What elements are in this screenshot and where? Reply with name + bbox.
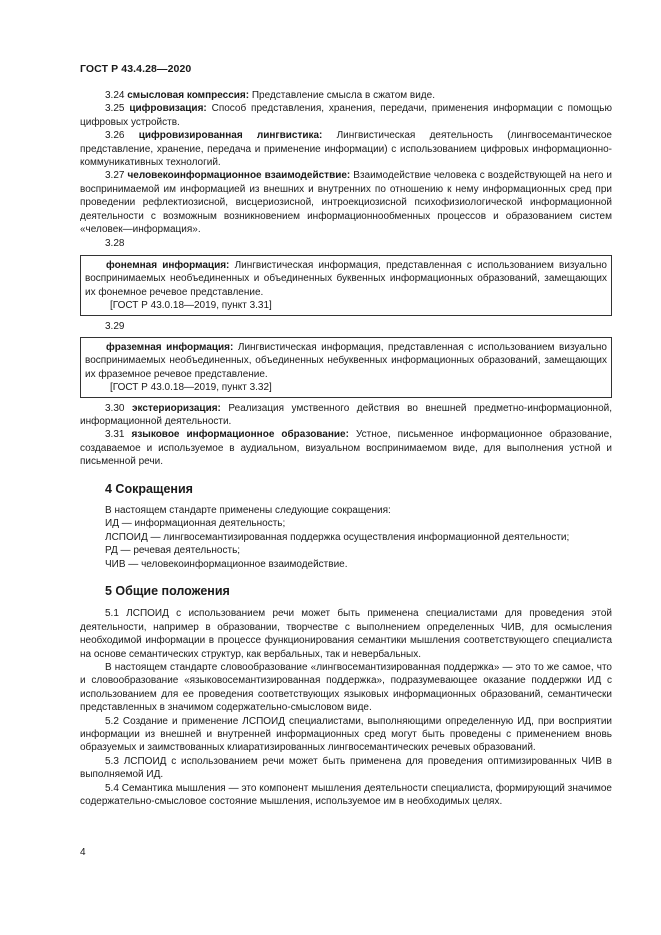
document-body: [80, 89, 612, 809]
clause-number: 3.24: [105, 90, 125, 101]
term: цифровизированная лингвистика:: [138, 130, 323, 142]
clause-5-4: 5.4 Семантика мышления — это компонент мышления деятельности специалиста, формирующий значимое содержательно-смысловое состояние мышления, используемое им в необходимых целях.: [80, 782, 612, 808]
source-reference: [ГОСТ Р 43.0.18—2019, пункт 3.32]: [110, 382, 272, 394]
quoted-definition-box: [80, 337, 612, 398]
clause-5-3: 5.3 ЛСПОИД с использованием речи может быть применена для проведения оптимизированных ЧИВ в выполняемой ИД.: [80, 755, 612, 781]
clause-3-28-number: 3.28: [105, 238, 125, 250]
abbreviation-item: ИД — информационная деятельность;: [105, 518, 286, 530]
definition: Способ представления, хранения, передачи, применения информации с помощью цифровых устройств.: [80, 103, 613, 128]
clause-5-1-note: В настоящем стандарте словообразование «лингвосемантизированная поддержка» — это то же самое, что и словообразование «языковосемантизированная поддержка», подразумевающее оказание поддержки ИД с использованием для ее проведения соответствующих языковых информационных образований, семантически представленных в значимом содержательно-смысловом виде.: [80, 662, 612, 714]
definition: Взаимодействие человека с воздействующей на него и воспринимаемой им информацией из внешних и внутренних по отношению к нему информационных сред при проведении рефлектиозисной, висцериозисной, интроекциозисной психофизиологической информационной деятельности с возможным возникновением информационнообменных процессов и образованием систем «человек—информация».: [80, 170, 613, 236]
definition: Реализация умственного действия во внешней предметно-информационной, информационной деятельности.: [80, 402, 612, 427]
clause-5-2: 5.2 Создание и применение ЛСПОИД специалистами, выполняющими определенную ИД, при восприятии информации из внешней и внутренней информационных сред могут быть проведены с применением вновь образуемых и заимствованных клиаратизированных лингвосемантических речевых образований.: [80, 715, 612, 754]
clause-3-26: [80, 129, 612, 169]
section-5-heading: 5 Общие положения: [105, 584, 230, 598]
clause-3-28: [85, 259, 607, 299]
abbreviation-item: РД — речевая деятельность;: [105, 545, 241, 557]
term: фонемная информация:: [106, 259, 230, 271]
clause-3-29: [85, 341, 607, 381]
term: языковое информационное образование:: [131, 429, 349, 441]
document-header: ГОСТ Р 43.4.28—2020: [80, 63, 192, 75]
section-4-heading: 4 Сокращения: [105, 481, 193, 496]
clause-number: 3.27: [105, 170, 125, 182]
term: смысловая компрессия:: [127, 90, 250, 101]
clause-3-25: [80, 102, 612, 129]
source-reference: [ГОСТ Р 43.0.18—2019, пункт 3.31]: [110, 300, 272, 312]
definition: Лингвистическая информация, представленная с использованием визуально воспринимаемых необъединенных, объединенных небуквенных информационных образований, замещающих их фраземное речевое представление.: [85, 341, 607, 380]
clause-number: 3.31: [105, 429, 125, 441]
quoted-definition-box: [80, 255, 612, 316]
term: цифровизация:: [129, 103, 207, 115]
definition: Лингвистическая информация, представленная с использованием визуально воспринимаемых необъединенных и объединенных буквенных информационных образований, замещающих их фонемное речевое представление.: [85, 259, 607, 298]
definition: Представление смысла в сжатом виде.: [249, 90, 435, 101]
abbreviations-intro: В настоящем стандарте применены следующие сокращения:: [105, 504, 391, 516]
definition: Лингвистическая деятельность (лингвосемантическое представление, хранение, передача и применение информации) с использованием цифровых информационно-коммуникативных технологий.: [80, 130, 612, 169]
clause-number: 3.30: [105, 402, 125, 414]
definition: Устное, письменное информационное образование, создаваемое и используемое в аудиальном, визуальном воспринимаемом виде, для выполнения устной и письменной речи.: [80, 429, 612, 468]
abbreviation-item: ЛСПОИД — лингвосемантизированная поддержка осуществления информационной деятельности;: [105, 531, 570, 543]
term: экстериоризация:: [131, 402, 221, 414]
term: человекоинформационное взаимодействие:: [127, 170, 351, 182]
clause-5-1: 5.1 ЛСПОИД с использованием речи может быть применена специалистами для проведения этой деятельности, например в образовании, творчестве с выполнением определенных ЧИВ, для осмысления необходимой информации в процессе функционирования семантики мышления соответствующего специалиста на основе семантических структур, как вербальных, так и невербальных.: [80, 608, 612, 660]
clause-3-31: [80, 428, 612, 468]
clause-3-24: [80, 89, 612, 102]
clause-number: 3.25: [105, 103, 125, 115]
page-number: 4: [80, 847, 86, 858]
clause-3-27: [80, 169, 612, 236]
clause-3-29-number: 3.29: [105, 320, 125, 332]
clause-number: 3.26: [105, 130, 125, 142]
abbreviation-item: ЧИВ — человекоинформационное взаимодействие.: [105, 558, 348, 570]
clause-3-30: [80, 402, 612, 429]
term: фраземная информация:: [106, 341, 234, 353]
